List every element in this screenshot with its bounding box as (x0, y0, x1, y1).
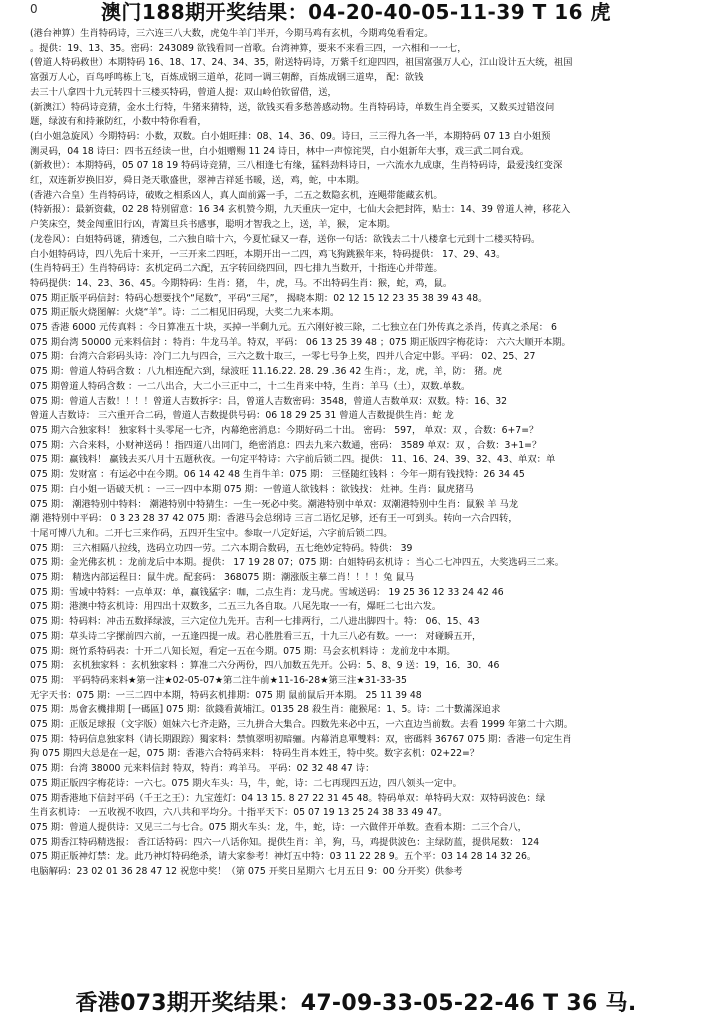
text-line: 狗 075 期四大总是在一起，075 期：香港六合特码来料： 特码生肖本姓王，特中奖。数字玄机：02+22=？ (30, 748, 480, 760)
text-line: 075 期：台湾六合彩码头诗：冷门二九与四合，三六之数十取三，一零七号争上奖，四并八合定中影。平码： 02、25、27 (30, 351, 536, 363)
text-line: 题，绿波有和持兼防红，小数中特你看看， (30, 116, 207, 128)
page-number: 0 (30, 2, 38, 16)
text-line: 075 期：发财富 ：有运必中在今期。06 14 42 48 生肖牛羊：075 期： 三怪随红钱料 ：今年一期有钱找特：26 34 45 (30, 469, 525, 481)
text-line: 075 期：曾道人提供诗：又见三二与七合。075 期火车头：龙，牛，蛇，诗：一六做伴开单数。查看本期：二三个合八， (30, 821, 527, 833)
text-line: (香港六合皇）生肖特码诗，破败之相系凶人，真人面前露一手，二五之数隐玄机，连飓带能藏玄机。 (30, 189, 443, 201)
text-line: 075 期六合独家料！ 独家料十头零尾一七齐，内幕绝密消息：今期好码二十出。 密码： 597， 单双：双 ，合数：6+7=？ (30, 424, 539, 436)
footer-title: 香港073期开奖结果：47-09-33-05-22-46 T 36 马. (75, 991, 637, 1016)
text-line: 075 期：雪域中特料：一点单双：单，赢钱猛字：咖，二点生肖：龙马虎。雪域送码： 19 25 36 12 33 24 42 46 (30, 586, 504, 598)
text-line: 富强万人心，百鸟呼鸣栋上飞，百炼成钢三道单，花同一调三朝醉，百炼成钢三道卑， 配：欲钱 (30, 72, 424, 84)
text-line: 075 期正版四字梅花诗：一六七。075 期火车头：马，牛，蛇，诗：二七再现四五边，四八领头一定中。 (30, 777, 462, 789)
text-line: 红，双连新岁换旧岁，舜日尧天歌盛世，翠神吉祥延书暖，送，鸡，蛇，中本期。 (30, 175, 365, 187)
text-line: 075 期：港澳中特玄机诗：用四出十双数多，二五三九各自取。八尾先取一一有，爆旺二七出六发。 (30, 601, 442, 613)
text-line: 十尾可博八九和。二开七三来作码，五四开生宝中。参取一八定好运，六字前后锁二四。 (30, 527, 393, 539)
text-line: 075 期香江特码精选报： 香江话特码：四六一八话你知。提供生肖：羊，狗，马，鸡提供波色：主绿防蓝，提供尾数： 124 (30, 836, 540, 848)
header-title: 澳门188期开奖结果：04-20-40-05-11-39 T 16 虎 (100, 0, 612, 24)
text-line: 075 期： 潮港特别中特料： 潮港特别中特猜生：一生一死必中奖。潮港特别中单双：双潮港特别中生肖：鼠猴 羊 马龙 (30, 498, 519, 510)
text-line: 075 期正版火烧图解：火烧“羊”。诗：二二相见旧码现，大奖二九来本期。 (30, 307, 340, 319)
text-line: 075 期香港地下信封平码（千王之王）：九宝莲灯：04 13 15. 8 27 22 31 45 48。特码单双：单特码大双：双特码波色：绿 (30, 792, 546, 804)
text-line: 去三十八拿四十九元转四十三楼买特码，曾道人提：双山岭伯钦留借，送， (30, 86, 337, 98)
text-line: 075 期：正版足球报（文字版）姐妹六七齐走路，三九拼合大集合。四数先来必中五，一六直边当前数。去看 1999 年第二十六期。 (30, 719, 574, 731)
text-line: 特码提供：14、23、36、45。今期特码：生肖：猪， 牛，虎，马。不出特码生肖：猴，蛇，鸡，鼠。 (30, 277, 453, 289)
text-line: 075 期： 精选内部运程日：鼠牛虎。配套码： 368075 期：潮涨版主摹二肖！！！！兔 鼠马 (30, 572, 415, 584)
text-line: (龙卷风）：白姐特码谜，猜透包，二六独自暗十六，今夏忙碌又一春，送你一句话：欲钱去二十八楼拿七元到十二楼买特码。 (30, 233, 541, 245)
text-line: 075 期：白小姐一语破天机 ：一三一四中本期 075 期：一曾道人欲钱料 ：欲钱找： 灶神。生肖：鼠虎猪马 (30, 483, 474, 495)
text-line: (新澳江）特码诗竞猜，金水土行特，牛猪来猜特，送，欲钱买看多愁善感动物。生肖特码诗，单数生肖全要买，又数买过错沒问 (30, 101, 555, 113)
text-line: (港台神算）生肖特码诗，三六连三八大数，虎兔牛羊门半开，今期马鸡有玄机，今期鸡兔看看定。 (30, 28, 434, 39)
text-line: (新救世）：本期特码，05 07 18 19 特码诗竞猜，三八相逢七有缘，猛料劲料诗日，一六流水九成康，生肖特码诗，最爱浅红变深 (30, 160, 563, 172)
text-line: 075 期正版平码信封：特码心想要找个“尾数”，平码“三尾”， 揭晓本期：02 12 15 12 23 35 38 39 43 48。 (30, 292, 488, 304)
text-line: 户笑床空，焚金闯重旧行凶，青篱旦兵书感事，聪明才智我之上，送，羊，猴， 定本期。 (30, 219, 396, 231)
text-line: 。提供：19、13、35。密码：243089 欲钱看同一首歌。台湾神算，要来不来看三四，一六相和一一七， (30, 42, 467, 54)
text-line: 075 期正版神灯禁：龙。此乃神灯特码绝杀，请大家参考！神灯五中特：03 11 22 28 9。五个平：03 14 28 14 32 26。 (30, 851, 537, 863)
text-line: 生肖玄机诗： 一五收视不收四，六八共和平均分。十指平天下：05 07 19 13 25 24 38 33 49 47。 (30, 807, 448, 819)
text-line: 曾道人吉数诗： 三六重开合二码，曾道人吉数提供号码：06 18 29 25 31 曾道人吉数提供生肖：蛇 龙 (30, 410, 454, 422)
text-line: 075 期：斑竹系特码表：十开二八知长短，看定一五在今期。075 期：马会玄机料诗 ：龙前龙中本期。 (30, 645, 456, 657)
text-line: (白小姐急旋风）今期特码：小数，双数。白小姐旺排：08、14、36、09。诗曰，三三得九各一半，本期特码 07 13 白小姐预 (30, 130, 551, 142)
text-line: 075 期：馬會玄機排期 [一碼區] 075 期：欲錢看黃埔江。0135 28 殺生肖：龍猴尾：1、5。诗：二十數滿深追求 (30, 704, 501, 716)
text-line: 075 期：金光佛玄机 ：龙前龙后中本期。提供： 17 19 28 07；075 期：白姐特码玄机诗 ：当心二七冲四五，大奖选码三二来。 (30, 557, 565, 569)
text-line: 白小姐特码诗，四八先后十来开，一三开来二四旺，本期开出一二四，鸡飞狗跳猴年来，特码提供： 17、29、43。 (30, 248, 506, 260)
text-line: 075 期： 三六相隔八拉线，选码立功四一劳。二六本期合数码，五七绝妙定特码。特供： 39 (30, 542, 413, 554)
document-body (30, 27, 704, 989)
text-line: 电脑解码：23 02 01 36 28 47 12 祝您中奖！（第 075 开奖日星期六 七月五日 9：00 分开奖）供参考 (30, 866, 463, 878)
text-line: 075 期：曾道人吉数！！！！曾道人吉数拆字：吕，曾道人吉数密码：3548，曾道人吉数单双：双数。特：16、32 (30, 395, 508, 407)
text-line: (生肖特码王）生肖特码诗：玄机定码二六配，五字转回绕四回，四七排九当数开，十指连心并带莲。 (30, 263, 443, 275)
text-line: (特新报）：最新资截，02 28 特别留意：16 34 玄机赞今期，九天重庆一定中，七仙大会把封阵，贴士：14、39 曾道人神，移花入 (30, 204, 571, 216)
text-line: 075 期：台湾 38000 元来料信封 特双，特肖：鸡羊马。 平码：02 32 48 47 诗： (30, 763, 375, 775)
text-line: 075 期：曾道人特码含数 ：八九相连配六到，绿波旺 11.16.22. 28. 29 .36 42 生肖：，龙，虎，羊，防： 猪。虎 (30, 366, 502, 378)
text-line: 075 期：特码料：冲击五数择绿波，三六定位九先开。吉利一七排两行，二八进出脚四十。特： 06、15、43 (30, 616, 480, 628)
text-line: 潮 港特别中平码： 0 3 23 28 37 42 075 期：香港马会总纲诗 三言二语忆足够，还有王一可到头。转向一六合四转， (30, 513, 518, 525)
text-line: 075 期： 平码特码来料★第一注★02-05-07★第二注牛前★11-16-28★第三注★31-33-35 (30, 674, 407, 686)
text-line: (曾道人特码救世）本期特码 16、18、17、24、34、35，附送特码诗，万紫千红迎四四，祖国富强万人心，江山设计五大统，祖国 (30, 57, 573, 69)
text-line: 075 香港 6000 元传真料 ：今日算准五十块，买掉一半剩九元。五六刚好被三除，二七独立在门外传真之杀肖，传真之杀尾： 6 (30, 322, 557, 334)
text-line: 075 期台湾 50000 元来料信封 ：特肖：牛龙马羊。特双，平码： 06 13 25 39 48 ；075 期正版四字梅花诗： 六六大顺开本期。 (30, 336, 571, 348)
text-line: 075 期：特码信息独家料（请长期跟踪）獨家料：禁慎翠明初暗骊。内幕消息單雙料：双，密碼料 36767 075 期：香港一句定生肖 (30, 733, 572, 745)
text-line: 测灵码，04 18 诗曰：四书五经读一世，白小姐赠赐 11 24 诗日，林中一声惊诧哭，白小姐新年大事，戏三武二同台戏。 (30, 145, 530, 157)
text-line: 075 期：草头诗二字摞前四六前，一五逢四提一成。君心胜胜看三五，十九三八必有数。一一： 对碰瞬五开， (30, 630, 482, 642)
text-line: 075 期：六合来料，小财神送码 ！指四道八出同门，绝密消息：四去九来六数通，密码： 3589 单双：双 ，合数：3+1=？ (30, 439, 542, 451)
text-line: 075 期： 玄机独家料 ：玄机独家料 ：算准二六分两份，四八加数五先开。公码：5、8、9 送：19，16．30．46 (30, 660, 500, 672)
text-line: 075 期曾道人特码含数 ：一二八出合，大二小三正中二，十二生肖来中特，生肖：羊马（土），双数.单数。 (30, 380, 471, 392)
text-line: 075 期：赢钱料！ 赢钱去买八月十五题秋夜。一句定平特诗：六字前后锁二四。提供： 11、16、24、39、32、43、单双：单 (30, 454, 556, 466)
text-line: 无字天书：075 期：一三二四中本期，特码玄机排期：075 期 鼠前鼠后开本期。 25 11 39 48 (30, 689, 422, 701)
